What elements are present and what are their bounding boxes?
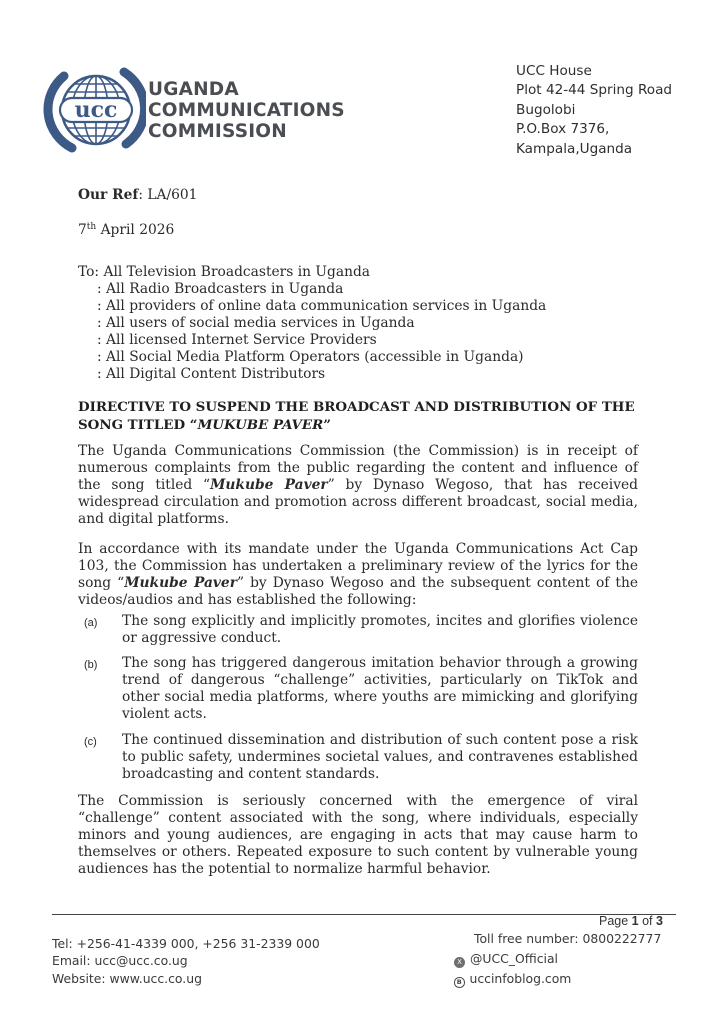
recipient-item: : All providers of online data communication services in Uganda [97,298,547,314]
ucc-logo [42,62,146,158]
page-number: Page 1 of 3 [599,914,663,928]
footer-social [456,929,662,989]
address-line: Bugolobi [516,101,576,118]
date-suffix: th [86,222,97,232]
reference [78,187,197,203]
footer-divider [52,914,676,915]
to-prefix: To: [78,264,100,280]
recipients-list [78,264,546,383]
finding-text: The song explicitly and implicitly promotes, incites and glorifies violence or aggressive conduct. [122,613,638,646]
address-line: P.O.Box 7376, [516,121,610,138]
organization-name [148,79,345,142]
letter-date [78,222,174,238]
reference-label: Our Ref [78,187,139,203]
footer-social-handle[interactable]: X @UCC_Official [454,949,661,969]
footer-toll-free: Toll free number: 0800222777 [474,931,662,946]
x-twitter-icon: X [454,957,465,968]
finding-item [84,732,638,783]
reference-value: : LA/601 [138,187,198,203]
date-day: 7 [78,222,87,238]
recipient-item: : All Radio Broadcasters in Uganda [97,281,344,297]
footer-contacts [52,935,320,987]
paragraph-complaints: The Uganda Communications Commission (the Commission) is in receipt of numerous complaints from the public regarding the content and influence of the song titled “Mukube Paver” by Dynaso Wegoso, that has received widespread circulation and promotion across different broadcast, social media, and digital platforms. [78,443,638,527]
footer-website[interactable]: Website: www.ucc.co.ug [52,970,202,986]
finding-label: (a) [84,617,98,629]
recipient-item: : All licensed Internet Service Providers [97,332,377,348]
logo-text: ucc [74,97,118,123]
org-name-line: UGANDA [148,79,239,100]
finding-text: The song has triggered dangerous imitation behavior through a growing trend of dangerous “challenge” activities, particularly on TikTok and other social media platforms, where youths are mimicking and glorifying violent acts. [122,655,638,722]
finding-label: (c) [84,736,97,748]
address-line: Plot 42-44 Spring Road [516,82,673,99]
recipient-item: To: All Television Broadcasters in Uganda [78,264,371,280]
finding-text: The continued dissemination and distribution of such content pose a risk to public safety, undermines societal values, and contravenes established broadcasting and content standards. [122,732,638,782]
org-name-line: COMMISSION [148,121,287,142]
footer-email[interactable]: Email: ucc@ucc.co.ug [52,953,188,969]
org-name-line: COMMUNICATIONS [148,100,345,121]
globe-logo-icon [42,62,146,158]
paragraph-mandate: In accordance with its mandate under the Uganda Communications Act Cap 103, the Commission has undertaken a preliminary review of the lyrics for the song “Mukube Paver” by Dynaso Wegoso and the subsequent content of the videos/audios and has established the following: [78,541,638,608]
blogger-icon: B [454,977,465,988]
recipient-item: : All users of social media services in Uganda [97,315,415,331]
address-block [516,62,672,159]
recipient-item: : All Digital Content Distributors [97,366,326,382]
footer-blog[interactable]: B uccinfoblog.com [454,969,661,989]
footer-tel: Tel: +256-41-4339 000, +256 31-2339 000 [52,936,320,951]
finding-label: (b) [84,659,98,671]
date-rest: April 2026 [96,222,175,238]
song-title: MUKUBE PAVER [197,416,324,433]
song-title: Mukube Paver [124,575,237,591]
finding-item [84,613,638,647]
song-title: Mukube Paver [210,477,328,493]
paragraph-concern: The Commission is seriously concerned with the emergence of viral “challenge” content associated with the song, where individuals, especially minors and young audiences, are engaging in acts that may cause harm to themselves or others. Repeated exposure to such content by vulnerable young audiences has the potential to normalize harmful behavior. [78,793,638,877]
recipient-item: : All Social Media Platform Operators (accessible in Uganda) [97,349,524,365]
directive-heading: DIRECTIVE TO SUSPEND THE BROADCAST AND DISTRIBUTION OF THE SONG TITLED “MUKUBE PAVER” [78,399,635,433]
finding-item [84,655,638,723]
address-line: Kampala,Uganda [516,140,633,157]
address-line: UCC House [516,63,592,79]
